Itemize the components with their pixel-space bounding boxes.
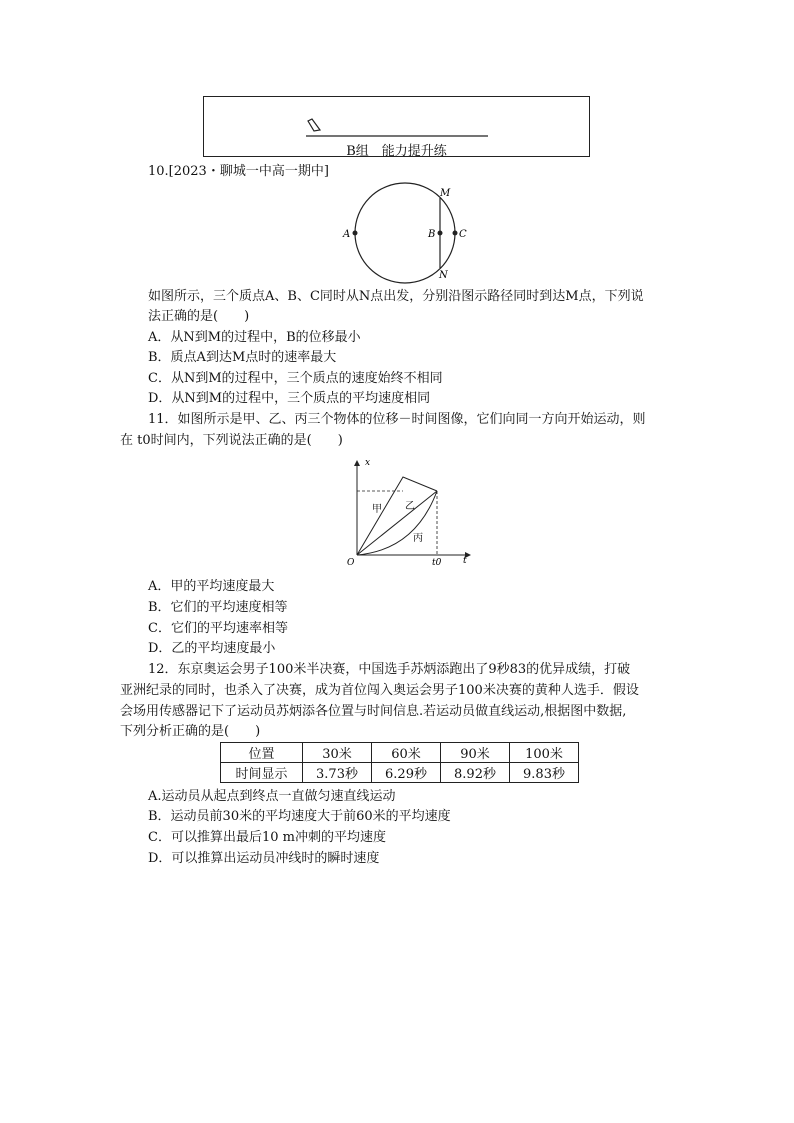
q10-option-a: A．从N到M的过程中，B的位移最小 [148,330,361,345]
table-cell: 位置 [221,743,303,763]
label-b: B [428,229,436,240]
q10-option-b: B．质点A到达M点时的速率最大 [148,350,337,365]
label-jia: 甲 [372,504,382,515]
table-row [221,743,579,763]
table-cell: 30米 [303,743,372,763]
line-yi [357,491,437,555]
q12-option-b: B．运动员前30米的平均速度大于前60米的平均速度 [148,809,451,824]
q10-option-c: C．从N到M的过程中，三个质点的速度始终不相同 [148,371,443,386]
label-c: C [459,229,467,240]
table-cell: 时间显示 [221,763,303,783]
point-a [353,231,358,236]
table-cell: 8.92秒 [441,763,510,783]
label-a: A [343,229,351,240]
q11-option-c: C．它们的平均速率相等 [148,621,288,636]
section-heading: B组 能力提升练 [346,144,447,159]
q12-stem-1: 12．东京奥运会男子100米半决赛，中国选手苏炳添跑出了9秒83的优异成绩，打破 [148,662,631,677]
q11-xt-graph [345,455,480,567]
pencil-icon [308,119,320,131]
table-cell: 100米 [510,743,579,763]
q12-stem-2: 亚洲纪录的同时，也杀入了决赛，成为首位闯入奥运会男子100米决赛的黄种人选手．假设 [120,683,639,698]
q10-source: 10.[2023・聊城一中高一期中] [148,164,329,179]
t0-label: t0 [432,558,442,567]
q12-option-d: D．可以推算出运动员冲线时的瞬时速度 [148,851,380,866]
label-n: N [439,270,448,281]
table-cell: 6.29秒 [372,763,441,783]
q11-stem-1: 11．如图所示是甲、乙、丙三个物体的位移－时间图像，它们向同一方向开始运动，则 [148,412,646,427]
q11-option-b: B．它们的平均速度相等 [148,600,288,615]
q11-option-d: D．乙的平均速度最小 [148,641,276,656]
q10-stem-1: 如图所示，三个质点A、B、C同时从N点出发，分别沿图示路径同时到达M点，下列说 [148,289,644,304]
point-b [438,231,443,236]
q12-option-a: A.运动员从起点到终点一直做匀速直线运动 [148,789,396,804]
table-cell: 60米 [372,743,441,763]
origin-label: O [347,558,355,567]
y-axis-label: x [365,458,371,468]
table-cell: 9.83秒 [510,763,579,783]
q12-stem-3: 会场用传感器记下了运动员苏炳添各位置与时间信息.若运动员做直线运动,根据图中数据, [120,704,627,719]
q10-option-d: D．从N到M的过程中，三个质点的平均速度相同 [148,391,431,406]
point-c [453,231,458,236]
q12-stem-4: 下列分析正确的是( ) [120,724,261,739]
q10-circle-figure [340,180,480,285]
q10-stem-2: 法正确的是( ) [148,309,250,324]
table-row [221,763,579,783]
table-cell: 3.73秒 [303,763,372,783]
label-m: M [440,188,451,199]
q11-option-a: A．甲的平均速度最大 [148,579,275,594]
q11-stem-2: 在 t0时间内，下列说法正确的是( ) [120,433,343,448]
section-box [203,96,590,157]
x-axis-label: t [463,556,467,566]
label-bing: 丙 [413,533,423,544]
table-cell: 90米 [441,743,510,763]
label-yi: 乙 [405,501,415,512]
q12-data-table [220,742,579,783]
q12-option-c: C．可以推算出最后10 m冲刺的平均速度 [148,830,386,845]
